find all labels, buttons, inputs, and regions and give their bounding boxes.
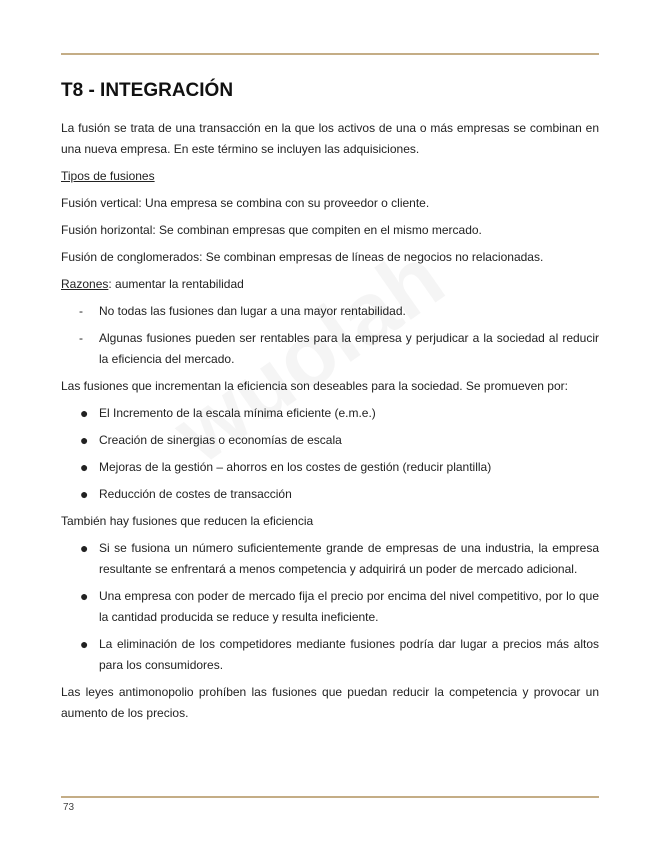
footer-rule — [61, 796, 599, 798]
razones-text: : aumentar la rentabilidad — [108, 277, 244, 291]
dash-marker: - — [79, 304, 83, 318]
bullet-icon: ● — [80, 588, 89, 604]
eficiencia-intro: Las fusiones que incrementan la eficiencia son deseables para la sociedad. Se promueven por: — [61, 379, 568, 393]
list-item: ● Si se fusiona un número suficientemente grande de empresas de una industria, la empresa resultante se enfrentará a menos competencia y adquirirá un poder de mercado adicional. — [80, 540, 599, 576]
tipo-conglomerados: Fusión de conglomerados: Se combinan empresas de líneas de negocios no relacionadas. — [61, 250, 544, 264]
eficiencia-list — [61, 403, 599, 505]
reducen-list — [61, 538, 599, 676]
bullet-icon: ● — [80, 540, 89, 556]
header-rule — [61, 53, 599, 55]
closing-paragraph: Las leyes antimonopolio prohíben las fusiones que puedan reducir la competencia y provocar un aumento de los precios. — [61, 685, 599, 720]
bullet-icon: ● — [80, 459, 89, 475]
reducen-intro: También hay fusiones que reducen la eficiencia — [61, 514, 314, 528]
dash-marker: - — [79, 331, 83, 345]
razones-list — [61, 301, 599, 370]
razones-label: Razones — [61, 277, 109, 291]
tipo-vertical: Fusión vertical: Una empresa se combina con su proveedor o cliente. — [61, 196, 430, 210]
intro-paragraph: La fusión se trata de una transacción en la que los activos de una o más empresas se combinan en una nueva empresa. En este término se incluyen las adquisiciones. — [61, 121, 599, 156]
list-item: ● El Incremento de la escala mínima eficiente (e.m.e.) — [61, 403, 599, 424]
list-item: ● Creación de sinergias o economías de escala — [61, 430, 599, 451]
list-item: ● Reducción de costes de transacción — [61, 484, 599, 505]
list-item: ● La eliminación de los competidores mediante fusiones podría dar lugar a precios más altos para los consumidores. — [80, 636, 599, 672]
tipos-heading: Tipos de fusiones — [61, 169, 155, 183]
page-title: T8 - INTEGRACIÓN — [61, 80, 234, 101]
list-item: ● Mejoras de la gestión – ahorros en los costes de gestión (reducir plantilla) — [61, 457, 599, 478]
page-number: 73 — [63, 802, 75, 813]
tipo-horizontal: Fusión horizontal: Se combinan empresas que compiten en el mismo mercado. — [61, 223, 482, 237]
list-item: - Algunas fusiones pueden ser rentables para la empresa y perjudicar a la sociedad al reducir la eficiencia del mercado. — [61, 328, 599, 370]
list-item: - No todas las fusiones dan lugar a una mayor rentabilidad. — [61, 301, 599, 322]
razones-heading — [61, 274, 599, 295]
page-content — [61, 78, 599, 730]
bullet-icon: ● — [80, 486, 89, 502]
list-item: ● Una empresa con poder de mercado fija el precio por encima del nivel competitivo, por lo que la cantidad producida se reduce y resulta ineficiente. — [80, 588, 599, 624]
bullet-icon: ● — [80, 636, 89, 652]
bullet-icon: ● — [80, 432, 89, 448]
bullet-icon: ● — [80, 405, 89, 421]
